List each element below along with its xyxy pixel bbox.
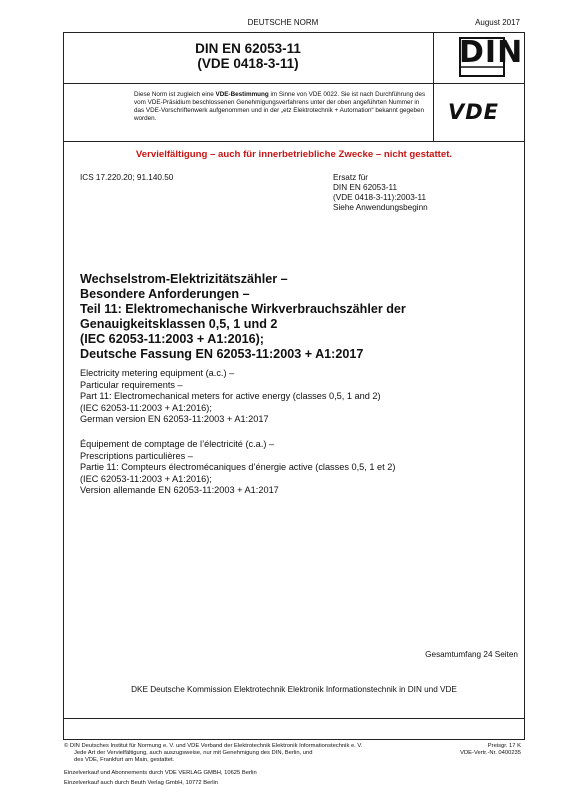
title-line: Particular requirements – — [80, 379, 183, 390]
vde-order-number: VDE-Vertr.-Nr. 0400235 — [460, 750, 521, 757]
notice-bold: VDE-Bestimmung — [215, 91, 269, 98]
sales-info — [64, 770, 524, 787]
price-info — [460, 743, 521, 757]
copyright-notice — [64, 743, 424, 765]
replacement-line: (VDE 0418-3-11):2003-11 — [333, 193, 426, 202]
divider — [64, 718, 524, 719]
notice-rest: im Sinne von VDE 0022. Sie ist nach Durchführung des vom VDE-Präsidium beschlossenen Genehmigungsverfahrens unter der oben angeführten Nummer in das VDE-Vorschriftenwerk aufgenommen und in der „etz Elektrotechnik + Automation“ bekannt gegeben worden. — [134, 91, 426, 122]
din-logo — [459, 35, 524, 77]
replacement-line: Ersatz für — [333, 173, 369, 182]
replacement-line: Siehe Anwendungsbeginn — [333, 203, 428, 212]
sales-line: Einzelverkauf und Abonnements durch VDE VERLAG GMBH, 10625 Berlin — [64, 770, 257, 776]
total-pages: Gesamtumfang 24 Seiten — [425, 650, 518, 659]
din-logo-text: DIN — [459, 35, 524, 70]
copyright-line: Jede Art der Vervielfältigung, auch auszugsweise, nur mit Genehmigung des DIN, Berlin, und — [74, 750, 313, 757]
divider — [64, 83, 524, 84]
vde-logo: VDE — [448, 100, 500, 124]
title-line: Wechselstrom-Elektrizitätszähler – — [80, 272, 288, 286]
divider — [64, 141, 524, 142]
ics-codes: ICS 17.220.20; 91.140.50 — [80, 173, 174, 182]
standard-number-block — [64, 41, 432, 71]
copyright-line: des VDE, Frankfurt am Main, gestattet. — [74, 757, 175, 764]
vde-notice — [134, 91, 430, 123]
reproduction-warning: Vervielfältigung – auch für innerbetriebliche Zwecke – nicht gestattet. — [135, 149, 453, 160]
replacement-line: DIN EN 62053-11 — [333, 183, 398, 192]
title-english — [80, 368, 520, 426]
title-line: Genauigkeitsklassen 0,5, 1 und 2 — [80, 317, 278, 331]
title-line: (IEC 62053-11:2003 + A1:2016); — [80, 402, 212, 413]
copyright-line: © DIN Deutsches Institut für Normung e. V. und VDE Verband der Elektrotechnik Elektronik Informationstechnik e. V. — [64, 743, 363, 749]
title-line: Version allemande EN 62053-11:2003 + A1:2017 — [80, 485, 279, 495]
publication-date: August 2017 — [475, 18, 520, 27]
replacement-info — [333, 173, 428, 213]
title-line: Electricity metering equipment (a.c.) – — [80, 368, 235, 378]
title-line: (IEC 62053-11:2003 + A1:2016); — [80, 332, 265, 346]
vde-number: (VDE 0418-3-11) — [197, 56, 299, 71]
title-line: Partie 11: Compteurs électromécaniques d’énergie active (classes 0,5, 1 et 2) — [80, 462, 396, 472]
title-line: Deutsche Fassung EN 62053-11:2003 + A1:2017 — [80, 347, 364, 361]
title-line: (IEC 62053-11:2003 + A1:2016); — [80, 473, 212, 484]
title-line: Part 11: Electromechanical meters for active energy (classes 0,5, 1 and 2) — [80, 391, 381, 401]
price-group: Preisgr. 17 K — [487, 743, 521, 749]
title-line: Besondere Anforderungen – — [80, 287, 250, 301]
standard-number: DIN EN 62053-11 — [195, 41, 301, 56]
sales-line: Einzelverkauf auch durch Beuth Verlag GmbH, 10772 Berlin — [64, 780, 219, 787]
title-line: Prescriptions particulières – — [80, 450, 193, 461]
title-line: Teil 11: Elektromechanische Wirkverbrauchszähler der — [80, 302, 406, 316]
notice-prefix: Diese Norm ist zugleich eine — [134, 91, 216, 98]
norm-type-label: DEUTSCHE NORM — [247, 18, 319, 27]
dke-line: DKE Deutsche Kommission Elektrotechnik Elektronik Informationstechnik in DIN und VDE — [131, 685, 457, 694]
logo-divider — [433, 33, 434, 141]
title-french — [80, 439, 520, 497]
title-german — [80, 272, 520, 362]
title-line: Équipement de comptage de l’électricité (c.a.) – — [80, 439, 275, 449]
title-line: German version EN 62053-11:2003 + A1:2017 — [80, 414, 269, 424]
